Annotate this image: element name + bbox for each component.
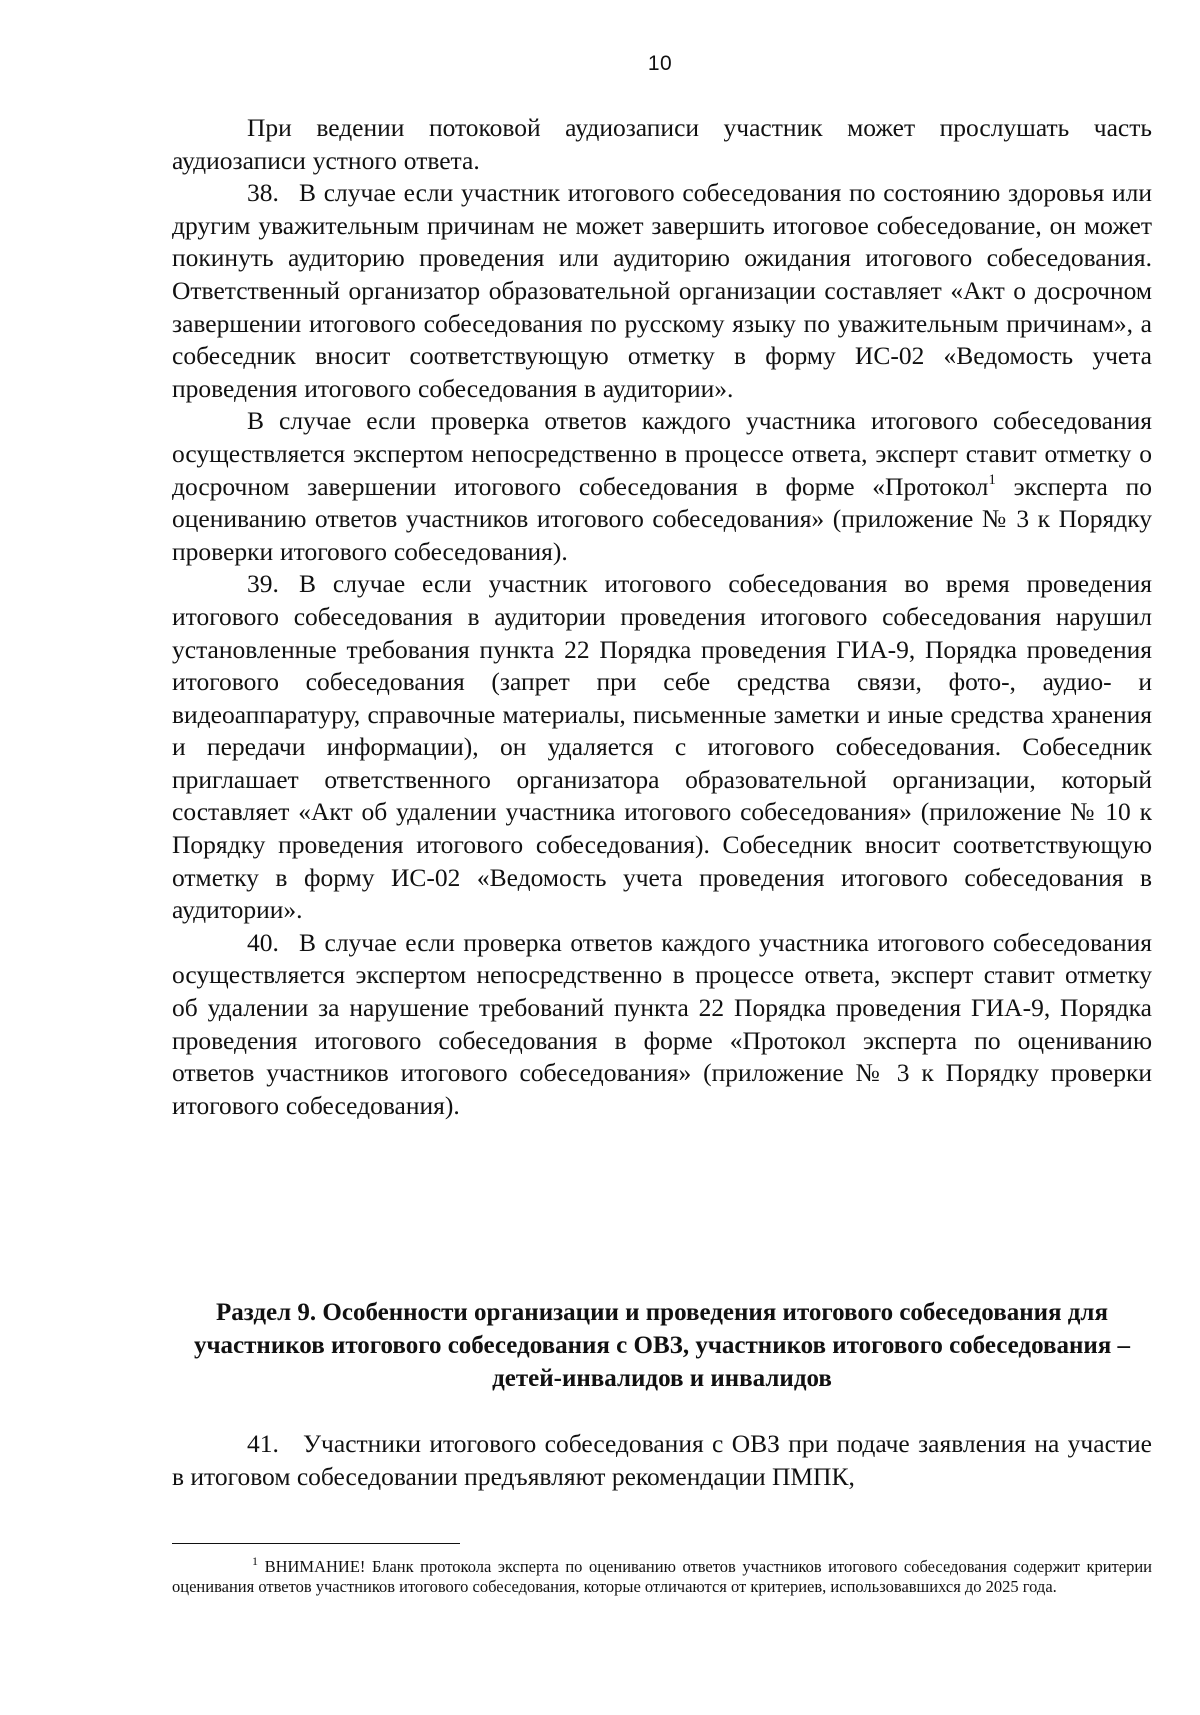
- footnote: [172, 1554, 1153, 1597]
- body-text: [172, 112, 1152, 1122]
- footnote-text: ВНИМАНИЕ! Бланк протокола эксперта по оцениванию ответов участников итогового собеседования содержит критерии оценивания ответов участников итогового собеседования, которые отличаются от критериев, использовавшихся до 2025 года.: [172, 1557, 1153, 1596]
- section-heading: Раздел 9. Особенности организации и проведения итогового собеседования для участников итогового собеседования с ОВЗ, участников итогового собеседования – детей-инвалидов и инвалидов: [193, 1299, 1131, 1392]
- paragraph-39: [172, 568, 1152, 927]
- footnote-divider: [172, 1543, 460, 1544]
- paragraph-audio-recording: [172, 112, 1152, 177]
- paragraph-number: 39.: [247, 569, 279, 599]
- paragraph-text: В случае если участник итогового собеседования по состоянию здоровья или другим уважительным причинам не может завершить итоговое собеседование, он может покинуть аудиторию проведения или аудиторию ожидания итогового собеседования. Ответственный организатор образовательной организации составляет «Акт о досрочном завершении итогового собеседования по русскому языку по уважительным причинам», а собеседник вносит соответствующую отметку в форму ИС-02 «Ведомость учета проведения итогового собеседования в аудитории».: [172, 178, 1152, 403]
- paragraph-number: 38.: [247, 178, 279, 208]
- paragraph-number: 40.: [247, 927, 279, 957]
- footnote-mark: 1: [252, 1554, 258, 1568]
- paragraph-text: В случае если проверка ответов каждого участника итогового собеседования осуществляется экспертом непосредственно в процессе ответа, эксперт ставит отметку о досрочном завершении итогового собеседования в форме «Протокол: [172, 406, 1152, 501]
- paragraph-text: Участники итогового собеседования с ОВЗ при подаче заявления на участие в итоговом собеседовании предъявляют рекомендации ПМПК,: [172, 1429, 1152, 1491]
- footnote-reference[interactable]: 1: [988, 471, 996, 488]
- paragraph-text: В случае если проверка ответов каждого участника итогового собеседования осуществляется экспертом непосредственно в процессе ответа, эксперт ставит отметку об удалении за нарушение требований пункта 22 Порядка проведения ГИА-9, Порядка проведения итогового собеседования в форме «Протокол эксперта по оцениванию ответов участников итогового собеседования» (приложение № 3 к Порядку проверки итогового собеседования).: [172, 927, 1152, 1120]
- paragraph-41: [172, 1428, 1152, 1493]
- paragraph-40: [172, 927, 1152, 1123]
- paragraph-38: [172, 177, 1152, 405]
- paragraph-text: В случае если участник итогового собеседования во время проведения итогового собеседования в аудитории проведения итогового собеседования нарушил установленные требования пункта 22 Порядка проведения ГИА-9, Порядка проведения итогового собеседования (запрет при себе средства связи, фото-, аудио- и видеоаппаратуру, справочные материалы, письменные заметки и иные средства хранения и передачи информации), он удаляется с итогового собеседования. Собеседник приглашает ответственного организатора образовательной организации, который составляет «Акт об удалении участника итогового собеседования» (приложение № 10 к Порядку проведения итогового собеседования). Собеседник вносит соответствующую отметку в форму ИС-02 «Ведомость учета проведения итогового собеседования в аудитории».: [172, 569, 1152, 925]
- page-number: 10: [647, 52, 673, 75]
- paragraph-number: 41.: [247, 1429, 279, 1458]
- paragraph-text-continued: эксперта по оцениванию ответов участников итогового собеседования» (приложение № 3 к Порядку проверки итогового собеседования).: [172, 471, 1152, 566]
- paragraph-expert-early-completion: [172, 405, 1152, 568]
- paragraph-text: При ведении потоковой аудиозаписи участник может прослушать часть аудиозаписи устного ответа.: [172, 113, 1152, 175]
